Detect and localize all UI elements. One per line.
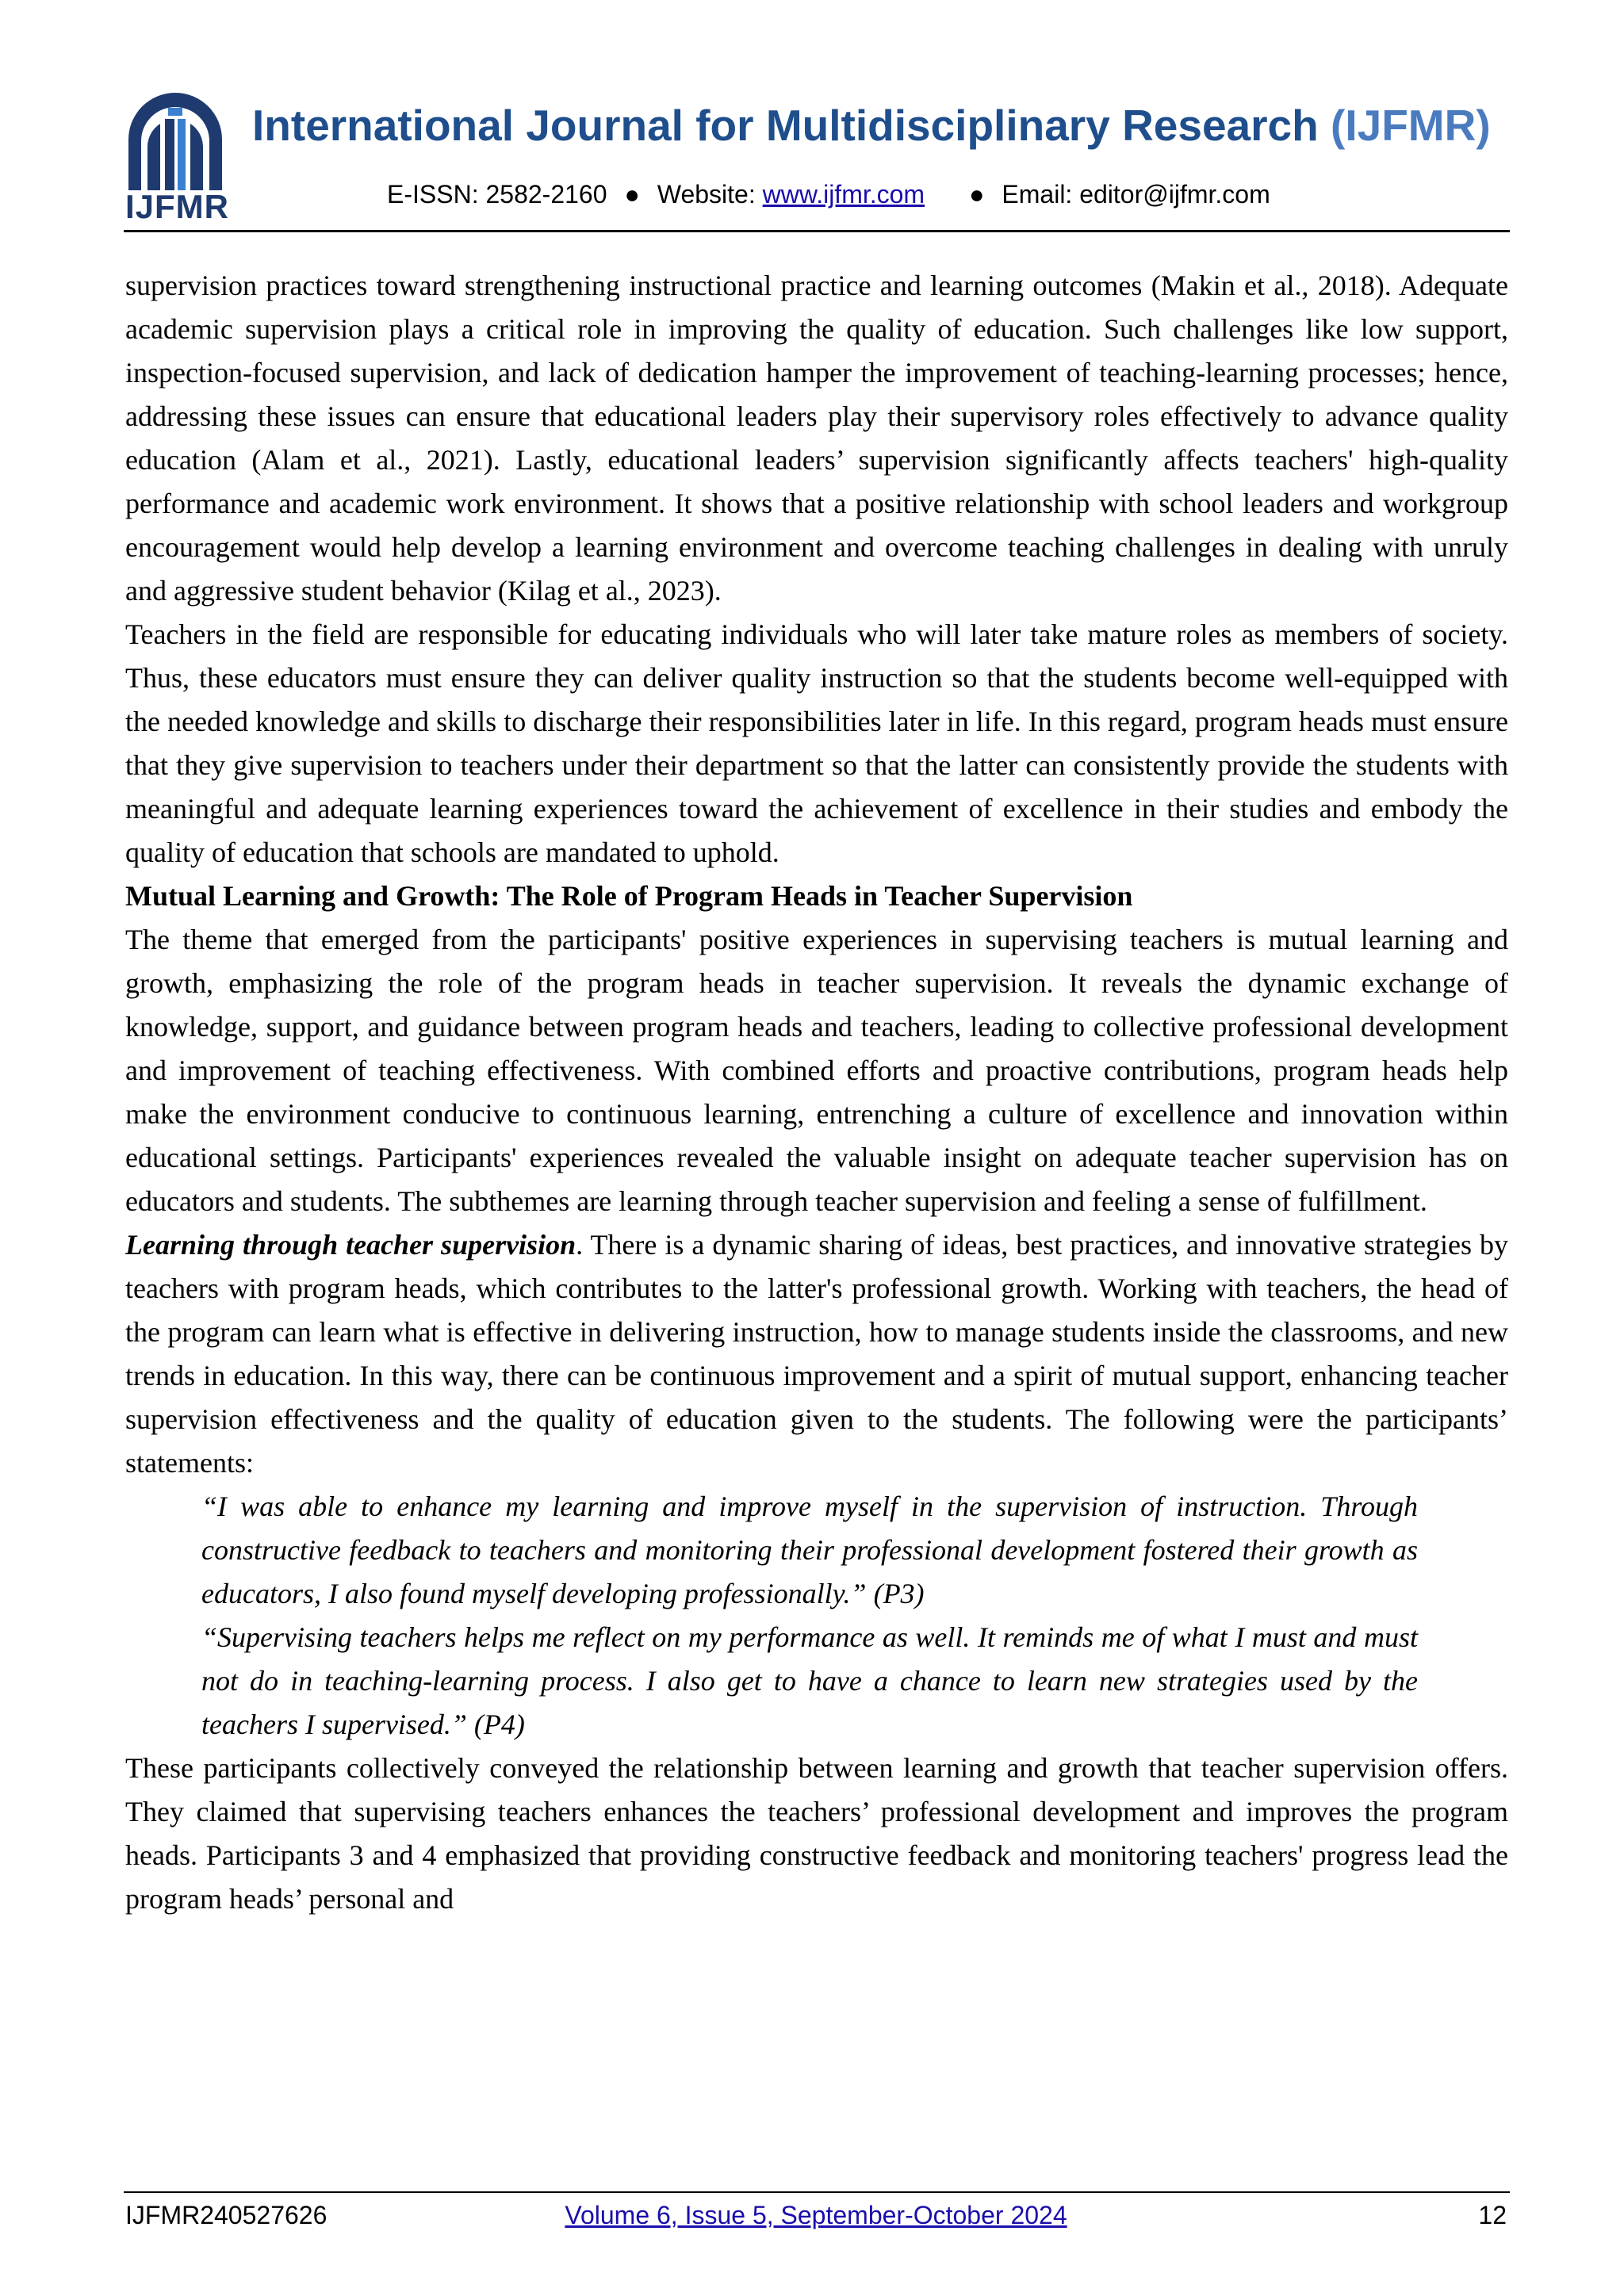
issn-text: E-ISSN: 2582-2160: [387, 180, 607, 209]
website-link[interactable]: www.ijfmr.com: [762, 180, 925, 209]
subsection-heading: Learning through teacher supervision: [125, 1229, 576, 1261]
block-quote: “Supervising teachers helps me reflect on my performance as well. It reminds me of what I must and must not do in teaching-learning process. I also get to have a chance to learn new strategies used by the teachers I supervised.” (P4): [201, 1621, 1418, 1740]
ijfmr-logo: [124, 89, 227, 225]
paper-id: IJFMR240527626: [125, 2201, 327, 2229]
journal-title: [252, 100, 1600, 151]
header-divider: [124, 230, 1510, 232]
footer-divider: [124, 2191, 1510, 2193]
block-quote: “I was able to enhance my learning and improve myself in the supervision of instruction. Through constructive feedback to teachers and monitoring their professional development fostered their growth as educators, I also found myself developing professionally.” (P3): [201, 1490, 1418, 1609]
email-text: Email: editor@ijfmr.com: [1002, 180, 1270, 209]
contact-line: [387, 179, 1513, 209]
paragraph: These participants collectively conveyed the relationship between learning and growth that teacher supervision offers. They claimed that supervising teachers enhances the teachers’ professional development and improves the program heads. Participants 3 and 4 emphasized that providing constructive feedback and monitoring teachers' progress lead the program heads’ personal and: [125, 1752, 1508, 1915]
logo-text: IJFMR: [125, 188, 229, 225]
paragraph-text: . There is a dynamic sharing of ideas, best practices, and innovative strategies by teachers with program heads, which contributes to the latter's professional growth. Working with teachers, the head of the program can learn what is effective in delivering instruction, how to manage students inside the classrooms, and new trends in education. In this way, there can be continuous improvement and a spirit of mutual support, enhancing teacher supervision effectiveness and the quality of education given to the students. The following were the participants’ statements:: [125, 1229, 1508, 1479]
logo-emblem-icon: [124, 89, 227, 192]
journal-header: [124, 89, 1510, 232]
volume-link[interactable]: Volume 6, Issue 5, September-October 2024: [565, 2201, 1067, 2229]
section-heading: Mutual Learning and Growth: The Role of Program Heads in Teacher Supervision: [125, 880, 1133, 912]
journal-title-text: International Journal for Multidisciplinary Research: [252, 101, 1319, 150]
page-footer: [125, 2199, 1507, 2234]
bullet-separator: ●: [969, 180, 985, 209]
paragraph: Teachers in the field are responsible for educating individuals who will later take mature roles as members of society. Thus, these educators must ensure they can deliver quality instruction so that the students become well-equipped with the needed knowledge and skills to discharge their responsibilities later in life. In this regard, program heads must ensure that they give supervision to teachers under their department so that the latter can consistently provide the students with meaningful and adequate learning experiences toward the achievement of excellence in their studies and embody the quality of education that schools are mandated to uphold.: [125, 618, 1508, 868]
website-label: Website:: [657, 180, 756, 209]
paragraph: [125, 1223, 1508, 1485]
page-number: 12: [1478, 2201, 1507, 2229]
journal-abbreviation: (IJFMR): [1331, 101, 1491, 150]
paragraph: The theme that emerged from the participants' positive experiences in supervising teachers is mutual learning and growth, emphasizing the role of the program heads in teacher supervision. It reveals the dynamic exchange of knowledge, support, and guidance between program heads and teachers, leading to collective professional development and improvement of teaching effectiveness. With combined efforts and proactive contributions, program heads help make the environment conducive to continuous learning, entrenching a culture of excellence and innovation within educational settings. Participants' experiences revealed the valuable insight on adequate teacher supervision has on educators and students. The subthemes are learning through teacher supervision and feeling a sense of fulfillment.: [125, 924, 1508, 1217]
paragraph: supervision practices toward strengthening instructional practice and learning outcomes (Makin et al., 2018). Adequate academic supervision plays a critical role in improving the quality of education. Such challenges like low support, inspection-focused supervision, and lack of dedication hamper the improvement of teaching-learning processes; hence, addressing these issues can ensure that educational leaders play their supervisory roles effectively to advance quality education (Alam et al., 2021). Lastly, educational leaders’ supervision significantly affects teachers' high-quality performance and academic work environment. It shows that a positive relationship with school leaders and workgroup encouragement would help develop a learning environment and overcome teaching challenges in dealing with unruly and aggressive student behavior (Kilag et al., 2023).: [125, 270, 1508, 607]
article-body: [125, 264, 1508, 1921]
bullet-separator: ●: [624, 180, 640, 209]
